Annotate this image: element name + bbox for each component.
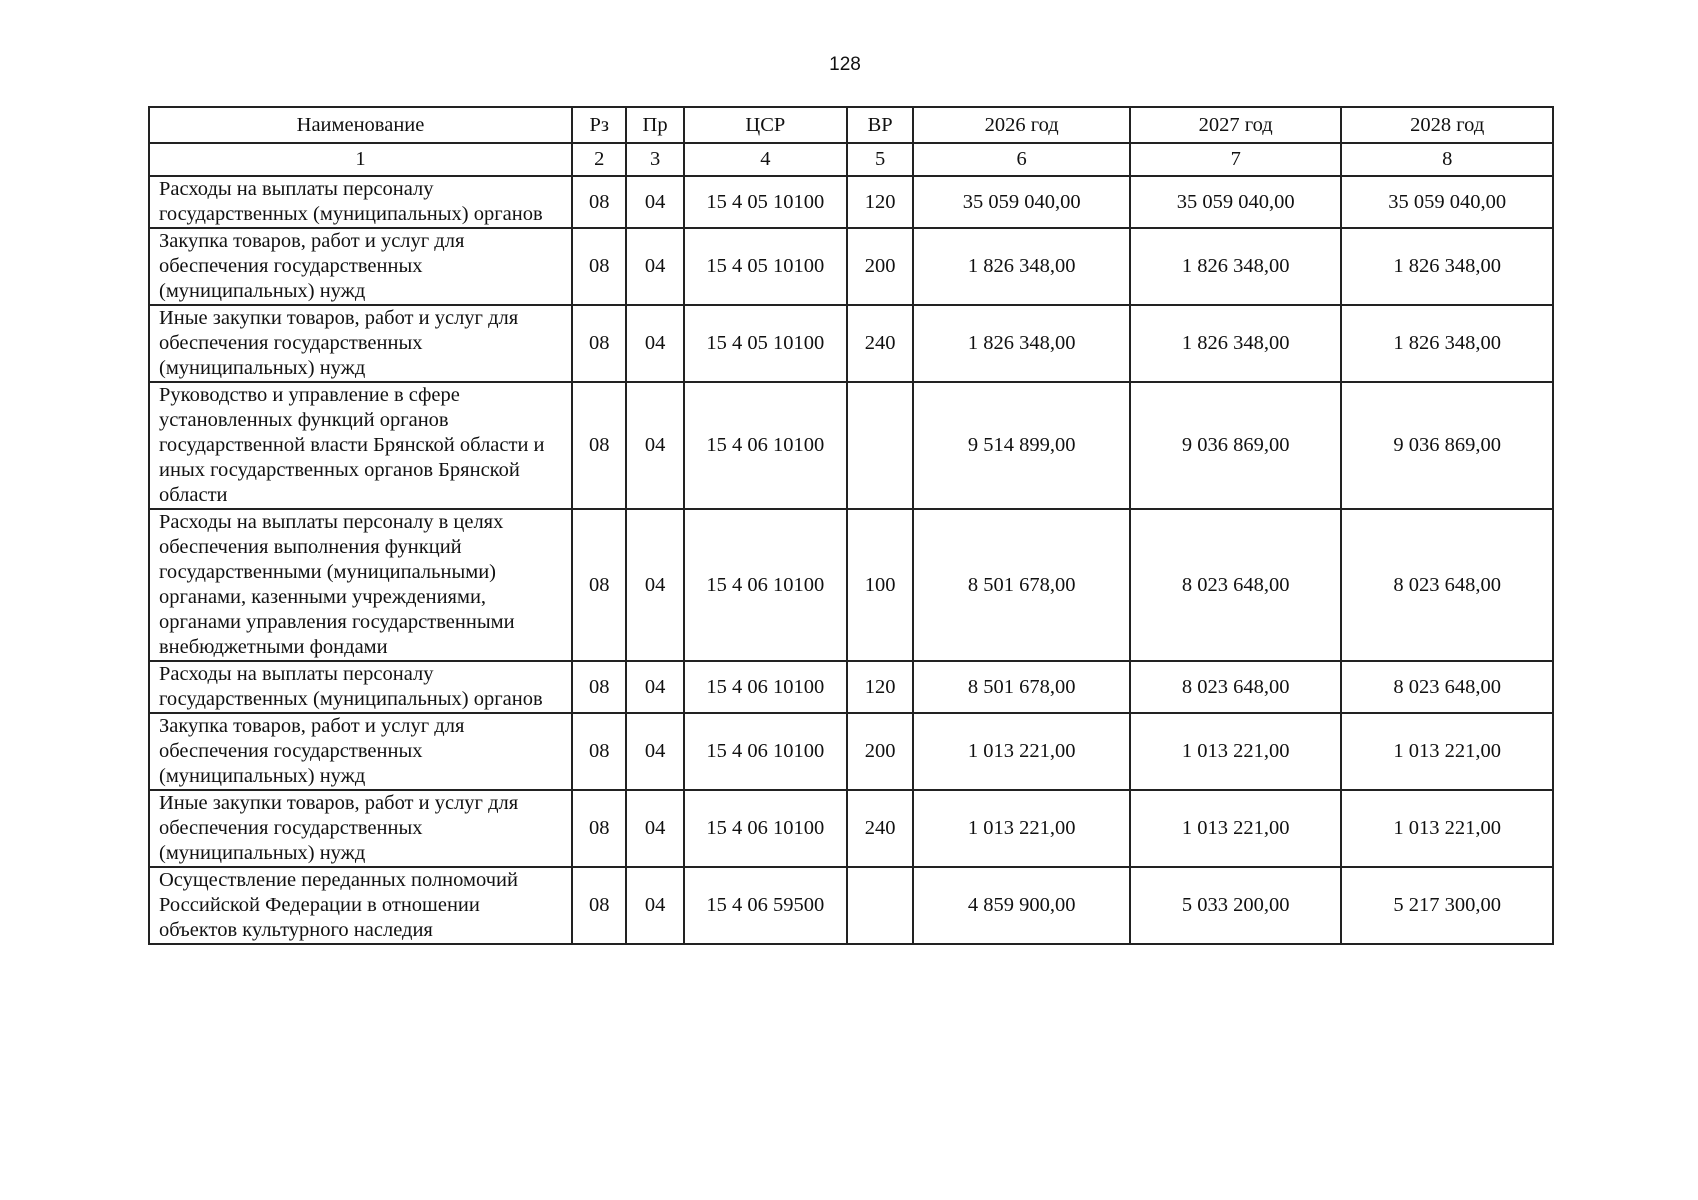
- cell-csr: 15 4 06 10100: [684, 382, 847, 509]
- cell-rz: 08: [572, 661, 626, 713]
- cell-csr: 15 4 06 10100: [684, 661, 847, 713]
- cell-2027: 1 013 221,00: [1130, 790, 1342, 867]
- column-header-rz: Рз: [572, 107, 626, 143]
- column-header-vr: ВР: [847, 107, 913, 143]
- column-header-csr: ЦСР: [684, 107, 847, 143]
- cell-csr: 15 4 06 59500: [684, 867, 847, 944]
- cell-name: Расходы на выплаты персоналу государственных (муниципальных) органов: [149, 176, 572, 228]
- cell-rz: 08: [572, 509, 626, 661]
- table-row: [149, 382, 1553, 509]
- cell-2026: 1 013 221,00: [913, 713, 1130, 790]
- column-header-2027: 2027 год: [1130, 107, 1342, 143]
- page-number: 128: [829, 54, 861, 75]
- cell-name: Закупка товаров, работ и услуг для обеспечения государственных (муниципальных) нужд: [149, 228, 572, 305]
- cell-name: Иные закупки товаров, работ и услуг для обеспечения государственных (муниципальных) нужд: [149, 305, 572, 382]
- cell-rz: 08: [572, 713, 626, 790]
- cell-rz: 08: [572, 790, 626, 867]
- header-row: [149, 107, 1553, 143]
- table-row: [149, 305, 1553, 382]
- budget-table: [148, 106, 1554, 945]
- column-number: 2: [572, 143, 626, 176]
- cell-csr: 15 4 06 10100: [684, 713, 847, 790]
- cell-pr: 04: [626, 509, 683, 661]
- cell-pr: 04: [626, 176, 683, 228]
- cell-2028: 1 826 348,00: [1341, 305, 1553, 382]
- cell-vr: [847, 867, 913, 944]
- cell-2028: 8 023 648,00: [1341, 661, 1553, 713]
- cell-csr: 15 4 05 10100: [684, 305, 847, 382]
- cell-csr: 15 4 06 10100: [684, 790, 847, 867]
- cell-2028: 5 217 300,00: [1341, 867, 1553, 944]
- cell-pr: 04: [626, 228, 683, 305]
- cell-2028: 1 826 348,00: [1341, 228, 1553, 305]
- cell-name: Осуществление переданных полномочий Российской Федерации в отношении объектов культурного наследия: [149, 867, 572, 944]
- column-number: 3: [626, 143, 683, 176]
- cell-2027: 5 033 200,00: [1130, 867, 1342, 944]
- table-row: [149, 713, 1553, 790]
- cell-2026: 35 059 040,00: [913, 176, 1130, 228]
- cell-2026: 1 013 221,00: [913, 790, 1130, 867]
- cell-name: Руководство и управление в сфере установленных функций органов государственной власти Брянской области и иных государственных органов Брянской области: [149, 382, 572, 509]
- column-number: 7: [1130, 143, 1342, 176]
- cell-vr: 120: [847, 176, 913, 228]
- table-row: [149, 661, 1553, 713]
- cell-pr: 04: [626, 867, 683, 944]
- cell-2028: 8 023 648,00: [1341, 509, 1553, 661]
- cell-2028: 9 036 869,00: [1341, 382, 1553, 509]
- cell-2027: 1 826 348,00: [1130, 305, 1342, 382]
- cell-2026: 1 826 348,00: [913, 305, 1130, 382]
- column-header-name: Наименование: [149, 107, 572, 143]
- cell-vr: [847, 382, 913, 509]
- column-number: 1: [149, 143, 572, 176]
- column-header-2026: 2026 год: [913, 107, 1130, 143]
- cell-vr: 240: [847, 305, 913, 382]
- cell-pr: 04: [626, 382, 683, 509]
- cell-2028: 1 013 221,00: [1341, 713, 1553, 790]
- table-row: [149, 867, 1553, 944]
- table-row: [149, 176, 1553, 228]
- table-row: [149, 509, 1553, 661]
- cell-pr: 04: [626, 713, 683, 790]
- cell-rz: 08: [572, 867, 626, 944]
- cell-2026: 9 514 899,00: [913, 382, 1130, 509]
- cell-2027: 8 023 648,00: [1130, 661, 1342, 713]
- cell-2026: 4 859 900,00: [913, 867, 1130, 944]
- cell-2028: 35 059 040,00: [1341, 176, 1553, 228]
- cell-2027: 1 826 348,00: [1130, 228, 1342, 305]
- cell-2026: 8 501 678,00: [913, 509, 1130, 661]
- cell-2027: 9 036 869,00: [1130, 382, 1342, 509]
- column-header-2028: 2028 год: [1341, 107, 1553, 143]
- cell-rz: 08: [572, 228, 626, 305]
- cell-rz: 08: [572, 176, 626, 228]
- cell-rz: 08: [572, 382, 626, 509]
- cell-name: Расходы на выплаты персоналу в целях обеспечения выполнения функций государственными (муниципальными) органами, казенными учреждениями, органами управления государственными внебюджетными фондами: [149, 509, 572, 661]
- cell-name: Расходы на выплаты персоналу государственных (муниципальных) органов: [149, 661, 572, 713]
- cell-2027: 8 023 648,00: [1130, 509, 1342, 661]
- column-number: 5: [847, 143, 913, 176]
- column-number: 6: [913, 143, 1130, 176]
- cell-name: Закупка товаров, работ и услуг для обеспечения государственных (муниципальных) нужд: [149, 713, 572, 790]
- column-header-pr: Пр: [626, 107, 683, 143]
- cell-csr: 15 4 05 10100: [684, 176, 847, 228]
- cell-vr: 100: [847, 509, 913, 661]
- cell-vr: 120: [847, 661, 913, 713]
- column-number: 4: [684, 143, 847, 176]
- table-row: [149, 790, 1553, 867]
- column-number: 8: [1341, 143, 1553, 176]
- cell-pr: 04: [626, 790, 683, 867]
- cell-2026: 1 826 348,00: [913, 228, 1130, 305]
- cell-csr: 15 4 05 10100: [684, 228, 847, 305]
- cell-pr: 04: [626, 305, 683, 382]
- cell-name: Иные закупки товаров, работ и услуг для обеспечения государственных (муниципальных) нужд: [149, 790, 572, 867]
- cell-2027: 1 013 221,00: [1130, 713, 1342, 790]
- table-body: [149, 176, 1553, 944]
- cell-vr: 240: [847, 790, 913, 867]
- cell-csr: 15 4 06 10100: [684, 509, 847, 661]
- cell-vr: 200: [847, 228, 913, 305]
- cell-2028: 1 013 221,00: [1341, 790, 1553, 867]
- cell-2026: 8 501 678,00: [913, 661, 1130, 713]
- table-row: [149, 228, 1553, 305]
- cell-2027: 35 059 040,00: [1130, 176, 1342, 228]
- cell-pr: 04: [626, 661, 683, 713]
- column-number-row: [149, 143, 1553, 176]
- cell-vr: 200: [847, 713, 913, 790]
- cell-rz: 08: [572, 305, 626, 382]
